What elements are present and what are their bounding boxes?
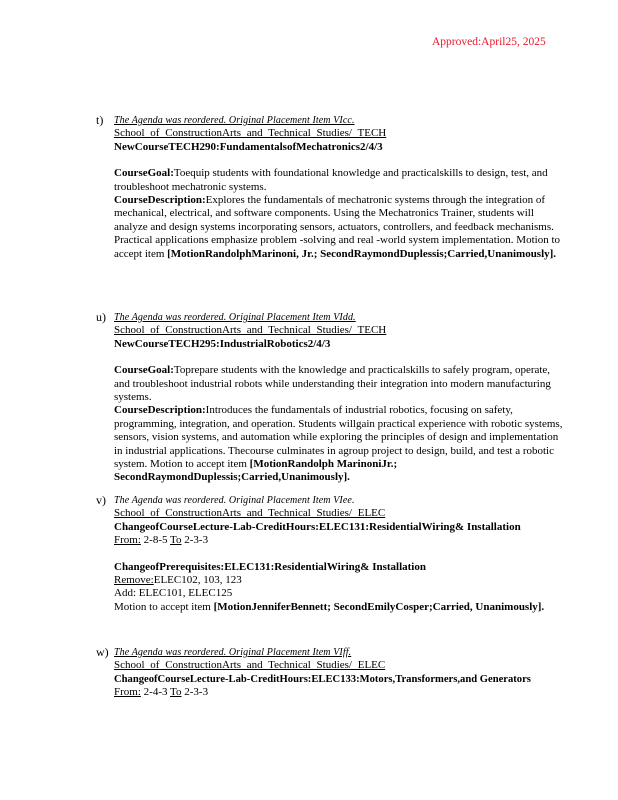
from-label: From:: [114, 534, 141, 547]
course-goal-text: Toequip students with foundational knowledge and practicalskills to design, test, and troubleshoot mechatronic systems.: [114, 167, 548, 193]
course-goal: [114, 167, 566, 194]
motion-line: [114, 601, 566, 614]
agenda-item-t: [96, 114, 566, 261]
course-description-text: Introduces the fundamentals of industrial robotics, focusing on safety, programming, integration, and operation. Students willgain practical experience with robotic systems, sensors, vision systems, and automation while exploring the principles of design and implementation in industrial applications. Thecourse culminates in agroup project to design, build, and test a robotic system. Motion to accept item: [114, 404, 563, 471]
course-title: NewCourseTECH295:IndustrialRobotics2/4/3: [114, 337, 331, 350]
agenda-item-u: [96, 311, 566, 485]
course-goal-label: CourseGoal:: [114, 364, 174, 377]
reorder-note: The Agenda was reordered. Original Placement Item VIcc.: [114, 115, 355, 126]
course-description-label: CourseDescription:: [114, 194, 206, 207]
add-line: Add: ELEC101, ELEC125: [114, 587, 233, 600]
item-marker: t): [96, 113, 104, 127]
from-label: From:: [114, 686, 141, 699]
from-value: 2-8-5: [140, 534, 168, 547]
reorder-note: The Agenda was reordered. Original Placement Item VIee.: [114, 495, 355, 506]
item-marker: v): [96, 493, 106, 507]
course-description-text: Explores the fundamentals of mechatronic systems through the integration of mechanical, electrical, and software components. Using the Mechatronics Trainer, students will analyze and design systems incorporating sensors, actuators, controllers, and feedback mechanisms. Practical applications emphasize problem -solving and real -world system implementation. Motion to accept item: [114, 194, 561, 260]
course-title: NewCourseTECH290:FundamentalsofMechatronics2/4/3: [114, 140, 383, 153]
from-value: 2-4-3: [140, 686, 168, 699]
course-goal: [114, 364, 566, 404]
agenda-item-w: [96, 646, 566, 700]
course-description: [114, 404, 566, 484]
item-marker: u): [96, 310, 106, 324]
remove-line: [114, 574, 566, 587]
agenda-item-v: [96, 494, 566, 614]
motion-text: [MotionRandolph MarinoniJr.; SecondRaymondDuplessis;Carried,Unanimously].: [114, 458, 398, 484]
prerequisite-title: ChangeofPrerequisites:ELEC131:ResidentialWiring& Installation: [114, 560, 426, 573]
course-goal-label: CourseGoal:: [114, 167, 174, 180]
motion-text: [MotionJenniferBennett; SecondEmilyCosper;Carried, Unanimously].: [213, 600, 545, 613]
course-description: [114, 194, 566, 261]
reorder-note: The Agenda was reordered. Original Placement Item VIff.: [114, 647, 352, 658]
hours-change: [114, 534, 566, 547]
school-line: School of ConstructionArts and Technical Studies/ ELEC: [114, 507, 386, 520]
school-line: School of ConstructionArts and Technical Studies/ TECH: [114, 127, 387, 140]
approval-stamp: Approved:April25, 2025: [432, 36, 546, 48]
reorder-note: The Agenda was reordered. Original Placement Item VIdd.: [114, 312, 356, 323]
hours-change: [114, 686, 566, 699]
course-title: ChangeofCourseLecture-Lab-CreditHours:ELEC133:Motors,Transformers,and Generators: [114, 673, 531, 685]
to-value: 2-3-3: [181, 686, 209, 699]
motion-prefix: Motion to accept item: [114, 600, 214, 613]
remove-value: ELEC102, 103, 123: [153, 574, 242, 587]
school-line: School of ConstructionArts and Technical Studies/ TECH: [114, 324, 387, 337]
course-goal-text: Toprepare students with the knowledge and practicalskills to safely program, operate, and troubleshoot industrial robots while understanding their integration into modern manufacturing systems.: [114, 364, 551, 404]
item-marker: w): [96, 645, 109, 659]
remove-label: Remove:: [114, 574, 154, 587]
to-label: To: [170, 686, 182, 699]
course-title: ChangeofCourseLecture-Lab-CreditHours:ELEC131:ResidentialWiring& Installation: [114, 520, 521, 533]
to-label: To: [170, 534, 182, 547]
to-value: 2-3-3: [181, 534, 209, 547]
course-description-label: CourseDescription:: [114, 404, 206, 417]
motion-text: [MotionRandolphMarinoni, Jr.; SecondRaymondDuplessis;Carried,Unanimously].: [167, 247, 557, 260]
school-line: School of ConstructionArts and Technical Studies/ ELEC: [114, 659, 386, 672]
